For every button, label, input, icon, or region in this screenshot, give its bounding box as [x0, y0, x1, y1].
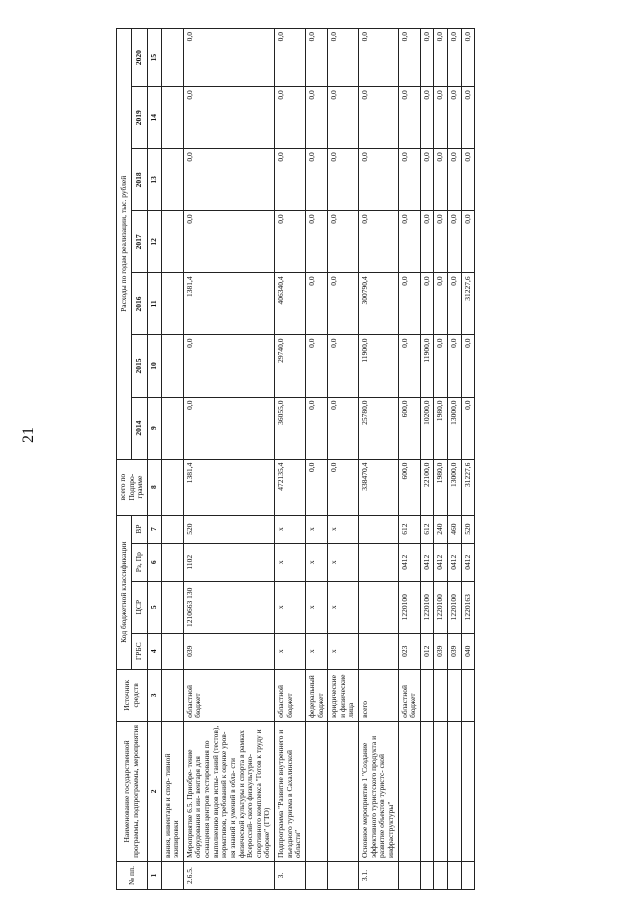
row-rzpr: x — [305, 543, 327, 581]
row-year-value: 0,0 — [305, 87, 327, 149]
row-year-value: 0,0 — [359, 211, 399, 273]
row-year-value: 600,0 — [398, 397, 420, 459]
row-year-value: 0,0 — [420, 149, 434, 211]
row-grbs: 012 — [420, 633, 434, 669]
budget-table — [116, 28, 475, 890]
row-year-value: 0,0 — [420, 29, 434, 87]
row-name — [434, 721, 448, 861]
row-number — [398, 861, 420, 889]
row-year-value: 0,0 — [398, 149, 420, 211]
col-number: 3 — [147, 669, 161, 721]
row-year-value: 13000,0 — [448, 397, 462, 459]
row-source: всего — [359, 669, 399, 721]
row-source: областной бюджет — [183, 669, 274, 721]
row-year-value: 1980,0 — [434, 397, 448, 459]
row-grbs: 023 — [398, 633, 420, 669]
row-year-value: 0,0 — [434, 29, 448, 87]
row-rzpr: 0412 — [398, 543, 420, 581]
header-code-group: Код бюджетной классификации — [117, 515, 132, 669]
row-year-value: 0,0 — [434, 87, 448, 149]
row-year-value — [161, 335, 183, 397]
row-total: 1381,4 — [183, 459, 274, 515]
table-row — [398, 29, 420, 890]
row-year-value: 0,0 — [328, 335, 359, 397]
row-year-value: 36055,0 — [275, 397, 306, 459]
row-year-value — [161, 397, 183, 459]
row-name: вания, инвентаря и спор- тивной экипировки — [161, 721, 183, 861]
row-year-value: 0,0 — [448, 273, 462, 335]
row-number: 2.6.5. — [183, 861, 274, 889]
row-year-value: 29740,0 — [275, 335, 306, 397]
row-year-value: 0,0 — [461, 29, 475, 87]
row-year-value: 1381,4 — [183, 273, 274, 335]
row-vr: 520 — [461, 515, 475, 543]
row-year-value — [161, 29, 183, 87]
row-grbs: 039 — [434, 633, 448, 669]
row-name — [328, 721, 359, 861]
row-vr: 460 — [448, 515, 462, 543]
row-name — [398, 721, 420, 861]
row-total: 31227,6 — [461, 459, 475, 515]
row-source: областной бюджет — [398, 669, 420, 721]
row-csr: 1220100 — [448, 581, 462, 633]
row-year-value: 0,0 — [398, 87, 420, 149]
col-number: 10 — [147, 335, 161, 397]
table-row — [461, 29, 475, 890]
row-year-value: 0,0 — [448, 29, 462, 87]
row-name — [305, 721, 327, 861]
row-year-value: 0,0 — [448, 87, 462, 149]
row-year-value: 0,0 — [183, 29, 274, 87]
col-number: 11 — [147, 273, 161, 335]
row-name: Подпрограмма "Развитие внутреннего и въездного туризма в Сахалинской области" — [275, 721, 306, 861]
row-total: 338470,4 — [359, 459, 399, 515]
table-row — [305, 29, 327, 890]
row-grbs: 040 — [461, 633, 475, 669]
row-total — [161, 459, 183, 515]
header-num: № пп. — [117, 861, 148, 889]
row-csr: 1220163 — [461, 581, 475, 633]
row-vr — [359, 515, 399, 543]
row-total: 0,0 — [328, 459, 359, 515]
header-year: 2016 — [132, 273, 147, 335]
row-year-value: 0,0 — [434, 149, 448, 211]
row-year-value: 0,0 — [183, 149, 274, 211]
row-year-value: 0,0 — [398, 211, 420, 273]
header-grbs: ГРБС — [132, 633, 147, 669]
row-name: Мероприятие 6.5. Приобре- тение оборудования и ин- вентаря для оснащения центров тестирования по выполнению видов испы- таний (тестов), нормативов, требований к оценке уров- ня знаний и умений в обла- сти физической культуры и спорта в рамках Всероссий- ского физкультурно- спортивного комплекса "Готов к труду и обороне" (ГТО) — [183, 721, 274, 861]
row-vr: 612 — [420, 515, 434, 543]
table-row — [420, 29, 434, 890]
row-rzpr: 1102 — [183, 543, 274, 581]
row-vr: x — [305, 515, 327, 543]
row-vr: 240 — [434, 515, 448, 543]
row-year-value: 0,0 — [305, 149, 327, 211]
row-rzpr: x — [328, 543, 359, 581]
row-grbs: 039 — [448, 633, 462, 669]
row-year-value: 0,0 — [461, 397, 475, 459]
header-expenses-group: Расходы по годам реализации, тыс. рублей — [117, 29, 132, 460]
row-csr: 1210663 130 — [183, 581, 274, 633]
row-rzpr — [161, 543, 183, 581]
row-vr — [161, 515, 183, 543]
row-year-value: 0,0 — [328, 149, 359, 211]
row-total: 0,0 — [305, 459, 327, 515]
row-total: 472135,4 — [275, 459, 306, 515]
header-year: 2019 — [132, 87, 147, 149]
col-number: 7 — [147, 515, 161, 543]
row-year-value: 0,0 — [448, 149, 462, 211]
row-csr: 1220100 — [398, 581, 420, 633]
row-year-value: 0,0 — [420, 87, 434, 149]
row-year-value: 0,0 — [275, 29, 306, 87]
row-year-value: 0,0 — [448, 211, 462, 273]
row-name — [420, 721, 434, 861]
row-year-value: 0,0 — [461, 87, 475, 149]
row-source — [434, 669, 448, 721]
table-row — [275, 29, 306, 890]
row-source: областной бюджет — [275, 669, 306, 721]
row-year-value: 0,0 — [398, 273, 420, 335]
row-csr: x — [275, 581, 306, 633]
row-year-value: 25780,0 — [359, 397, 399, 459]
row-year-value: 406340,4 — [275, 273, 306, 335]
row-year-value: 0,0 — [183, 211, 274, 273]
col-number: 14 — [147, 87, 161, 149]
row-rzpr: 0412 — [448, 543, 462, 581]
row-rzpr: 0412 — [420, 543, 434, 581]
row-year-value: 11900,0 — [420, 335, 434, 397]
table-row — [359, 29, 399, 890]
row-year-value: 0,0 — [183, 87, 274, 149]
header-year: 2020 — [132, 29, 147, 87]
row-rzpr: 0412 — [461, 543, 475, 581]
col-number: 9 — [147, 397, 161, 459]
row-year-value: 0,0 — [328, 87, 359, 149]
row-number — [461, 861, 475, 889]
row-csr: 1220100 — [420, 581, 434, 633]
row-grbs: x — [275, 633, 306, 669]
row-number — [420, 861, 434, 889]
row-vr: 520 — [183, 515, 274, 543]
row-number — [434, 861, 448, 889]
row-year-value: 0,0 — [420, 273, 434, 335]
row-year-value: 10200,0 — [420, 397, 434, 459]
row-year-value: 0,0 — [434, 335, 448, 397]
row-grbs — [161, 633, 183, 669]
header-vr: ВР — [132, 515, 147, 543]
row-csr: x — [328, 581, 359, 633]
row-year-value: 0,0 — [461, 335, 475, 397]
row-total: 22100,0 — [420, 459, 434, 515]
row-year-value: 0,0 — [183, 335, 274, 397]
row-year-value: 0,0 — [359, 29, 399, 87]
row-vr: 612 — [398, 515, 420, 543]
row-year-value: 0,0 — [448, 335, 462, 397]
header-year: 2014 — [132, 397, 147, 459]
header-source: Источник средств — [117, 669, 148, 721]
row-source — [161, 669, 183, 721]
row-vr: x — [275, 515, 306, 543]
row-year-value: 0,0 — [420, 211, 434, 273]
table-body — [161, 29, 475, 890]
row-number — [328, 861, 359, 889]
row-number — [305, 861, 327, 889]
row-source — [420, 669, 434, 721]
header-year: 2017 — [132, 211, 147, 273]
row-grbs: 039 — [183, 633, 274, 669]
table-row — [448, 29, 462, 890]
row-number — [161, 861, 183, 889]
table-row — [183, 29, 274, 890]
row-year-value: 0,0 — [305, 273, 327, 335]
row-number: 3. — [275, 861, 306, 889]
row-year-value: 0,0 — [275, 149, 306, 211]
col-number: 12 — [147, 211, 161, 273]
row-year-value: 0,0 — [305, 335, 327, 397]
table-row — [434, 29, 448, 890]
row-year-value: 0,0 — [328, 273, 359, 335]
col-number: 13 — [147, 149, 161, 211]
row-number: 3.1. — [359, 861, 399, 889]
row-year-value: 0,0 — [398, 29, 420, 87]
row-rzpr — [359, 543, 399, 581]
row-year-value: 0,0 — [305, 211, 327, 273]
row-source: юридические и физические лица — [328, 669, 359, 721]
col-number: 6 — [147, 543, 161, 581]
row-vr: x — [328, 515, 359, 543]
row-year-value: 0,0 — [398, 335, 420, 397]
col-number: 1 — [147, 861, 161, 889]
row-year-value: 0,0 — [328, 211, 359, 273]
row-year-value — [161, 149, 183, 211]
row-year-value: 0,0 — [183, 397, 274, 459]
row-year-value: 0,0 — [359, 87, 399, 149]
row-total: 1980,0 — [434, 459, 448, 515]
row-year-value: 0,0 — [328, 29, 359, 87]
row-year-value — [161, 87, 183, 149]
col-number: 15 — [147, 29, 161, 87]
row-csr — [359, 581, 399, 633]
row-year-value: 0,0 — [305, 29, 327, 87]
row-rzpr: x — [275, 543, 306, 581]
row-year-value: 0,0 — [434, 273, 448, 335]
row-year-value: 11900,0 — [359, 335, 399, 397]
row-year-value: 31227,6 — [461, 273, 475, 335]
row-year-value: 0,0 — [461, 211, 475, 273]
row-csr: 1220100 — [434, 581, 448, 633]
row-year-value: 0,0 — [328, 397, 359, 459]
row-year-value: 0,0 — [434, 211, 448, 273]
row-rzpr: 0412 — [434, 543, 448, 581]
header-year: 2018 — [132, 149, 147, 211]
header-name: Наименование государственной программы, подпрограммы, мероприятия — [117, 721, 148, 861]
header-rzpr: Рз, Пр — [132, 543, 147, 581]
row-grbs: x — [305, 633, 327, 669]
row-year-value: 0,0 — [461, 149, 475, 211]
header-year: 2015 — [132, 335, 147, 397]
row-name — [448, 721, 462, 861]
row-number — [448, 861, 462, 889]
col-number: 4 — [147, 633, 161, 669]
budget-table-sheet — [116, 28, 591, 890]
header-total: всего по Подпро- грамме — [117, 459, 148, 515]
row-total: 13000,0 — [448, 459, 462, 515]
row-total: 600,0 — [398, 459, 420, 515]
row-source — [461, 669, 475, 721]
row-source: федеральный бюджет — [305, 669, 327, 721]
col-number: 8 — [147, 459, 161, 515]
row-year-value: 300790,4 — [359, 273, 399, 335]
row-csr: x — [305, 581, 327, 633]
row-year-value: 0,0 — [305, 397, 327, 459]
row-csr — [161, 581, 183, 633]
header-csr: ЦСР — [132, 581, 147, 633]
row-year-value — [161, 211, 183, 273]
row-grbs: x — [328, 633, 359, 669]
col-number: 2 — [147, 721, 161, 861]
row-year-value — [161, 273, 183, 335]
page-number: 21 — [20, 427, 37, 443]
row-name: Основное мероприятие 1 "Создание эффективного туристского продукта и развитие объектов туристс- ской инфраструктуры" — [359, 721, 399, 861]
row-name — [461, 721, 475, 861]
table-row — [328, 29, 359, 890]
table-row — [161, 29, 183, 890]
row-source — [448, 669, 462, 721]
row-year-value: 0,0 — [275, 87, 306, 149]
row-grbs — [359, 633, 399, 669]
col-number: 5 — [147, 581, 161, 633]
row-year-value: 0,0 — [359, 149, 399, 211]
row-year-value: 0,0 — [275, 211, 306, 273]
